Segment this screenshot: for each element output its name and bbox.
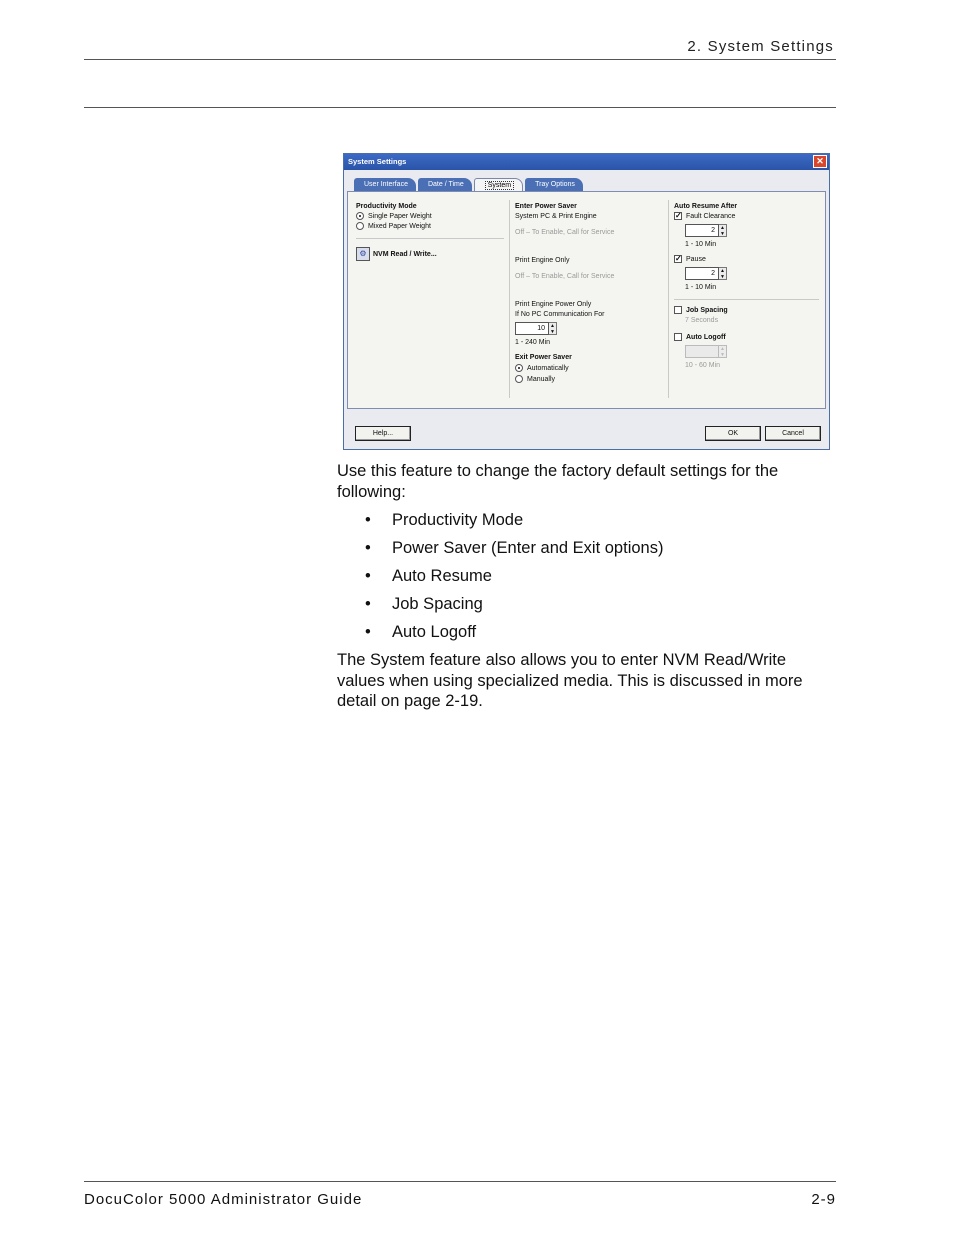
fault-clearance-stepper[interactable]: [685, 224, 819, 237]
pc-communication-value[interactable]: 10: [515, 322, 549, 335]
intro-paragraph: Use this feature to change the factory default settings for the following:: [337, 462, 779, 501]
productivity-mode-heading: Productivity Mode: [356, 203, 417, 210]
fault-clearance-label: Fault Clearance: [686, 213, 736, 220]
list-item: [365, 595, 663, 623]
header-rule-bottom: [84, 107, 836, 108]
pause-stepper[interactable]: [685, 267, 819, 280]
checkbox-icon[interactable]: [674, 333, 682, 341]
list-item-text: Auto Resume: [392, 567, 492, 585]
footer-title: DocuColor 5000 Administrator Guide: [84, 1191, 363, 1208]
checkbox-checked-icon[interactable]: ✓: [675, 254, 682, 264]
radio-selected-icon[interactable]: [515, 364, 523, 372]
power-saver-group: [515, 202, 665, 385]
no-pc-communication-label: If No PC Communication For: [515, 311, 605, 318]
dialog-title: System Settings: [348, 157, 407, 166]
spin-arrows-icon[interactable]: ▲ ▼: [719, 345, 727, 358]
auto-logoff-range: 10 - 60 Min: [685, 362, 721, 369]
single-paper-weight-label: Single Paper Weight: [368, 213, 432, 220]
job-spacing-option[interactable]: [674, 306, 819, 316]
nvm-tool-icon: ⚙: [356, 247, 370, 261]
system-tab-panel: [347, 191, 826, 409]
header-rule-top: [84, 59, 836, 60]
print-engine-power-only-label: Print Engine Power Only: [515, 301, 592, 308]
list-item: [365, 567, 663, 595]
list-item: [365, 539, 663, 567]
fault-clearance-value[interactable]: 2: [685, 224, 719, 237]
enter-power-saver-heading: Enter Power Saver: [515, 203, 577, 210]
checkbox-checked-icon[interactable]: ✓: [675, 211, 682, 221]
print-engine-only-status: Off – To Enable, Call for Service: [515, 273, 615, 280]
nvm-read-write-button[interactable]: [356, 247, 504, 261]
column-divider: [509, 200, 510, 398]
fault-clearance-option[interactable]: [674, 212, 819, 222]
bullet-icon: •: [365, 567, 371, 585]
bullet-icon: •: [365, 511, 371, 529]
nvm-read-write-label: NVM Read / Write...: [373, 250, 437, 258]
system-pc-engine-label: System PC & Print Engine: [515, 213, 597, 220]
exit-manually-label: Manually: [527, 376, 556, 383]
spin-arrows-icon[interactable]: ▲ ▼: [719, 224, 727, 237]
tab-system-label: System: [485, 181, 514, 190]
pause-range: 1 - 10 Min: [685, 284, 717, 291]
productivity-mode-group: [356, 202, 504, 261]
radio-icon[interactable]: [356, 222, 364, 230]
pause-option[interactable]: [674, 255, 819, 265]
job-spacing-label: Job Spacing: [686, 307, 728, 314]
ok-button[interactable]: OK: [705, 426, 761, 441]
system-pc-engine-status: Off – To Enable, Call for Service: [515, 229, 615, 236]
section-title: 2. System Settings: [687, 38, 834, 55]
auto-resume-heading: Auto Resume After: [674, 203, 738, 210]
column-divider: [668, 200, 669, 398]
mixed-paper-weight-option[interactable]: [356, 222, 504, 232]
close-icon[interactable]: ✕: [813, 155, 827, 168]
pause-label: Pause: [686, 256, 706, 263]
pc-communication-stepper[interactable]: [515, 322, 665, 335]
pc-communication-range: 1 - 240 Min: [515, 339, 551, 346]
job-spacing-sub: 7 Seconds: [685, 317, 719, 324]
exit-manually-option[interactable]: [515, 375, 665, 385]
outro-paragraph: The System feature also allows you to enter NVM Read/Write values when using specialized media. This is discussed in more detail on page 2-19.: [337, 651, 803, 710]
feature-list: [365, 511, 663, 651]
footer-rule: [84, 1181, 836, 1182]
list-item: [365, 511, 663, 539]
exit-automatically-label: Automatically: [527, 365, 569, 372]
tab-tray-options[interactable]: Tray Options: [525, 178, 583, 192]
help-button[interactable]: Help...: [355, 426, 411, 441]
divider: [356, 238, 504, 239]
bullet-icon: •: [365, 539, 371, 557]
page-number: 2-9: [811, 1191, 836, 1208]
auto-logoff-option[interactable]: [674, 333, 819, 343]
auto-logoff-label: Auto Logoff: [686, 334, 726, 341]
spin-arrows-icon[interactable]: ▲ ▼: [549, 322, 557, 335]
pause-value[interactable]: 2: [685, 267, 719, 280]
bullet-icon: •: [365, 623, 371, 641]
auto-resume-group: [674, 202, 819, 371]
cancel-button[interactable]: Cancel: [765, 426, 821, 441]
print-engine-only-label: Print Engine Only: [515, 257, 570, 264]
fault-clearance-range: 1 - 10 Min: [685, 241, 717, 248]
tab-bar: [354, 178, 585, 192]
exit-automatically-option[interactable]: [515, 364, 665, 374]
list-item-text: Job Spacing: [392, 595, 483, 613]
radio-selected-icon[interactable]: [356, 212, 364, 220]
bullet-icon: •: [365, 595, 371, 613]
exit-power-saver-heading: Exit Power Saver: [515, 354, 572, 361]
divider: [674, 299, 819, 300]
list-item: [365, 623, 663, 651]
list-item-text: Power Saver (Enter and Exit options): [392, 539, 664, 557]
mixed-paper-weight-label: Mixed Paper Weight: [368, 223, 431, 230]
radio-icon[interactable]: [515, 375, 523, 383]
spin-arrows-icon[interactable]: ▲ ▼: [719, 267, 727, 280]
checkbox-icon[interactable]: [674, 306, 682, 314]
list-item-text: Productivity Mode: [392, 511, 524, 529]
list-item-text: Auto Logoff: [392, 623, 477, 641]
system-settings-dialog: [343, 153, 830, 450]
single-paper-weight-option[interactable]: [356, 212, 504, 222]
auto-logoff-value[interactable]: [685, 345, 719, 358]
tab-date-time[interactable]: Date / Time: [418, 178, 472, 192]
dialog-titlebar: [344, 154, 829, 170]
tab-user-interface[interactable]: User Interface: [354, 178, 416, 192]
auto-logoff-stepper[interactable]: [685, 345, 819, 358]
